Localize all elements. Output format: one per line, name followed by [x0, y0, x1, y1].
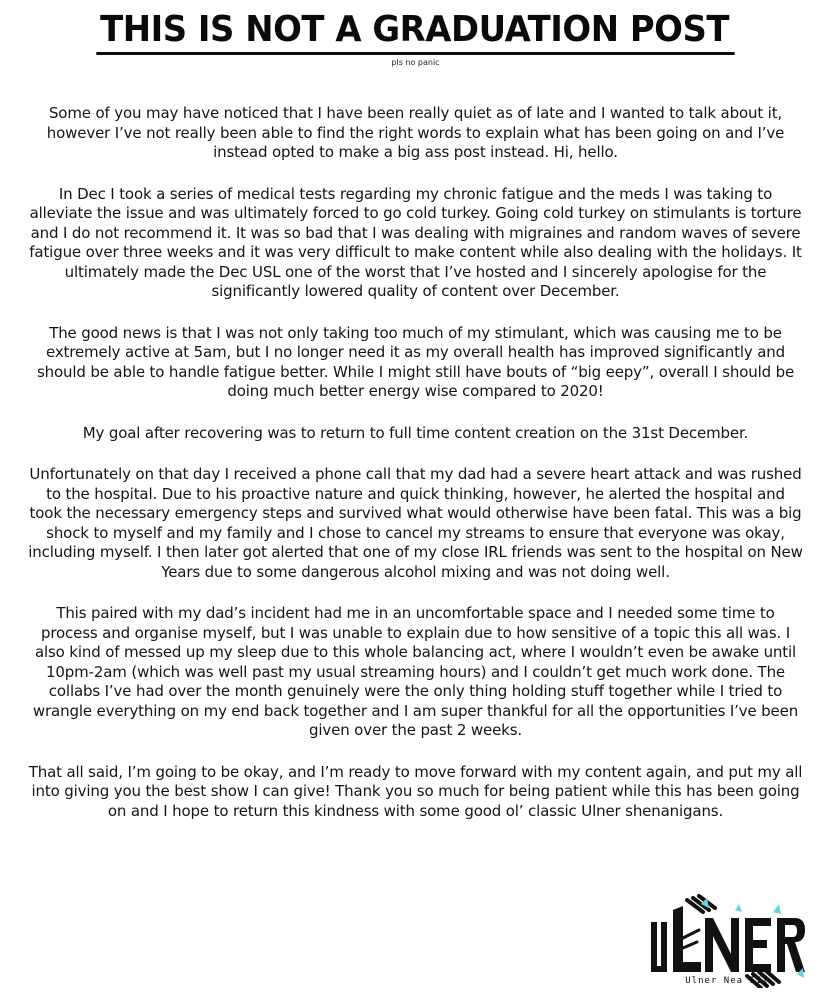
- paragraph-sleep: This paired with my dad’s incident had me in an uncomfortable space and I needed some time to process and organise myself, but I was unable to explain due to how sensitive of a topic this all was. I also kind of messed up my sleep due to this whole balancing act, where I wouldn’t even be awake until 10pm-2am (which was well past my usual streaming hours) and I couldn’t get much work done. The collabs I’ve had over the month genuinely were the only thing holding stuff together while I tried to wrangle everything on my end back together and I am super thankful for all the opportunities I’ve been given over the past 2 weeks.: [32, 604, 799, 739]
- post-body: [28, 104, 803, 843]
- logo-caption: Ulner Nea III: [685, 976, 769, 986]
- page-title-text: THIS IS NOT A GRADUATION POST: [96, 8, 734, 55]
- paragraph-closing: That all said, I’m going to be okay, and I’m ready to move forward with my content again, and put my all into giving you the best show I can give! Thank you so much for being patient while this has been going on and I hope to return this kindness with some good ol’ classic Ulner shenanigans.: [28, 762, 803, 820]
- page-title: [0, 8, 831, 55]
- paragraph-medical: In Dec I took a series of medical tests regarding my chronic fatigue and the meds I was taking to alleviate the issue and was ultimately forced to go cold turkey. Going cold turkey on stimulants is torture and I do not recommend it. It was so bad that I was dealing with migraines and random waves of severe fatigue over three weeks and it was very difficult to make content while also dealing with the holidays. It ultimately made the Dec USL one of the worst that I’ve hosted and I sincerely apologise for the significantly lowered quality of content over December.: [29, 184, 802, 300]
- page-subtitle: pls no panic: [391, 58, 440, 67]
- ulner-logo-graphic: [643, 892, 811, 988]
- ulner-logo: [643, 892, 811, 988]
- paragraph-dad: Unfortunately on that day I received a phone call that my dad had a severe heart attack and was rushed to the hospital. Due to his proactive nature and quick thinking, however, he alerted the hospital and took the necessary emergency steps and survived what would otherwise have been fatal. This was a big shock to myself and my family and I chose to cancel my streams to ensure that everyone was okay, including myself. I then later got alerted that one of my close IRL friends was sent to the hospital on New Years due to some dangerous alcohol mixing and was not doing well.: [28, 465, 803, 581]
- paragraph-intro: Some of you may have noticed that I have been really quiet as of late and I wanted to talk about it, however I’ve not really been able to find the right words to explain what has been going on and I’ve instead opted to make a big ass post instead. Hi, hello.: [46, 104, 785, 161]
- paragraph-good-news: The good news is that I was not only taking too much of my stimulant, which was causing me to be extremely active at 5am, but I no longer need it as my overall health has improved significantly and should be able to handle fatigue better. While I might still have bouts of “big eepy”, overall I should be doing much better energy wise compared to 2020!: [36, 323, 795, 400]
- paragraph-goal: My goal after recovering was to return to full time content creation on the 31st December.: [82, 423, 749, 442]
